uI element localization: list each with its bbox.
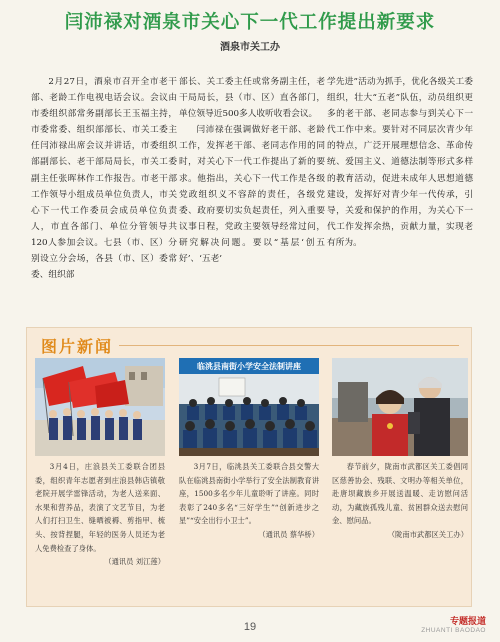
section-label: 专题报道 <box>449 616 486 626</box>
photo-volunteers-flags <box>35 358 165 456</box>
page-number: 19 <box>243 621 257 633</box>
article-column-3 <box>327 74 473 251</box>
photo-news-label: 图片新闻 <box>41 337 114 356</box>
volunteers-flags-image <box>35 358 165 456</box>
classroom-lecture-image <box>179 358 319 456</box>
caption-text: 3月4日，庄浪县关工委联合团县委，组织青年志愿者到庄浪县韩店镇敬老院开展学雷锋活动，为老人送来面、水果和营养品，表演了文艺节目，为老人们打扫卫生、缝晒被褥、剪指甲、梳头、按背捏腿，年轻的医务人员还为老人免费检查了身体。 <box>35 462 165 553</box>
caption-credit: （陇南市武都区关工办） <box>387 529 468 539</box>
article-column-2 <box>179 74 325 267</box>
article-column-1 <box>31 74 177 283</box>
section-label-pinyin: ZHUANTI BAODAO <box>421 627 486 634</box>
caption-text: 3月7日，临洮县关工委联合县交警大队在临洮县南街小学举行了安全法制教育讲座，1500多名少年儿童聆听了讲座。同时表彰了240多名“三好学生”“创新进步之星”“安全出行小卫士”。 <box>179 462 319 526</box>
photo-classroom-lecture <box>179 358 319 456</box>
paragraph: 学先进”活动为抓手，优化各级关工委组织，壮大“五老”队伍，动员组织更多的老干部、老同志参与到关心下一代工作中来。要针对不同层次青少年的特点，广泛开展理想信念、革命传统、爱国主义、道德法制等形式多样的教育活动，促进未成年人思想道德建设，发挥好对青少年一代传承，引导，关爱和保护的作用，为关心下一代工作发挥余热，贡献力量，实现老有所为。 <box>327 77 473 248</box>
photo-caption-3 <box>332 460 468 542</box>
elder-visit-image <box>332 358 468 456</box>
lecture-banner-text: 临洮县南街小学安全法制讲座 <box>197 362 301 371</box>
photo-news-panel <box>26 327 472 607</box>
caption-text: 春节前夕，陇南市武都区关工委倡同区慈善协会、残联、文明办等相关单位，赴唐坝藏族乡开展送温暖、走访慰问活动，为藏族孤残儿童、贫困群众送去慰问金、慰问品。 <box>332 462 468 526</box>
caption-credit: （通讯员 刘江莲） <box>104 557 165 567</box>
paragraph: 2月27日，酒泉市召开全市老干部、老龄工作电视电话会议。会议由市委组织部常务副部长王玉福主持，市委常委、组织部部长、市关工委主任闫沛禄出席会议并讲话，市委组织部副部长、老干部局局长，市关工委副主任张晖林作工作报告。市老干部工作领导小组成员单位负责人，市关心下一代工作委员会成员单位负责人，市直各部门、单位分管领导共120人参加会议。七县（市、区）分别设立分会场，各县（市、区）委常委、组织部 <box>31 77 177 281</box>
article-byline: 酒泉市关工办 <box>220 42 280 53</box>
divider <box>119 345 459 346</box>
paragraph: 闫沛禄在强调做好老干部、老龄工作，发挥老干部、老同志作用的同时，对关心下一代工作提出了新的要求。他指出，关心下一代工作是各级党政组织义不容辞的责任，各级党委、政府要切实负起责任，列入重要议事日程，党政主要领导经常过问，研究解决问题。要以“基层‘创五好’、‘五老’ <box>179 125 325 265</box>
article-title: 闫沛禄对酒泉市关心下一代工作提出新要求 <box>64 12 436 33</box>
photo-caption-2 <box>179 460 319 542</box>
caption-credit: （通讯员 蔡华桥） <box>258 529 319 539</box>
paragraph: 部长、关工委主任或常务副主任，老干局局长，县（市、区）直各部门，单位领导近500多人收听收看会议。 <box>179 77 325 120</box>
photo-elder-visit <box>332 358 468 456</box>
photo-caption-1 <box>35 460 165 569</box>
